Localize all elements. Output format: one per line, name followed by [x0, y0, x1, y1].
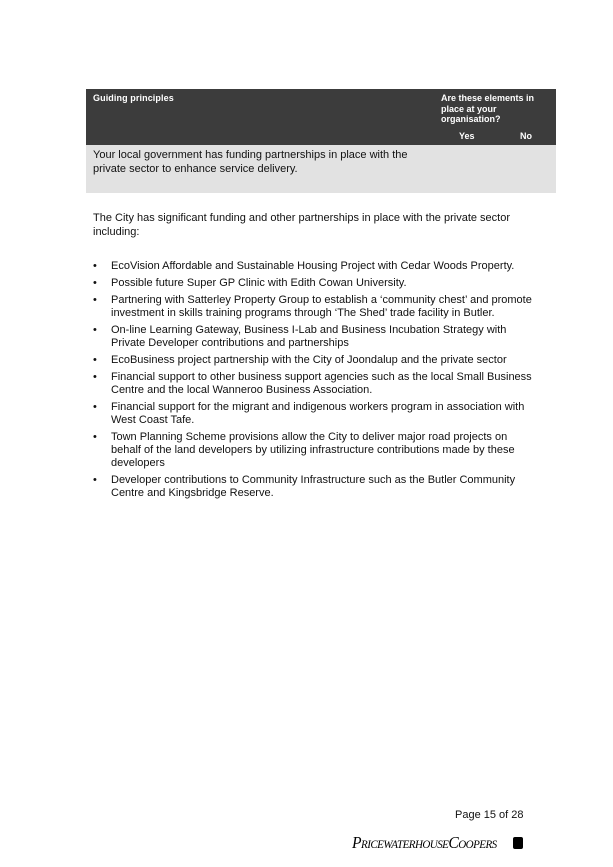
- page-number: Page 15 of 28: [455, 809, 524, 821]
- bullet-icon: •: [93, 371, 97, 383]
- header-elements-in-place: Are these elements in place at your organisation?: [441, 93, 535, 124]
- list-item-text: EcoBusiness project partnership with the City of Joondalup and the private sector: [111, 354, 507, 366]
- header-yes: Yes: [459, 131, 475, 141]
- table-header: [86, 89, 556, 145]
- list-item: [93, 474, 533, 500]
- list-item-text: EcoVision Affordable and Sustainable Housing Project with Cedar Woods Property.: [111, 260, 515, 272]
- logo-mark-icon: [513, 837, 523, 849]
- bullet-icon: •: [93, 294, 97, 306]
- list-item-text: Developer contributions to Community Infrastructure such as the Butler Community Centre and Kingsbridge Reserve.: [111, 474, 516, 499]
- bullet-icon: •: [93, 324, 97, 336]
- list-item: [93, 294, 533, 320]
- list-item: [93, 371, 533, 397]
- company-logo: [352, 831, 523, 855]
- intro-paragraph: The City has significant funding and other partnerships in place with the private sector including:: [93, 212, 511, 238]
- list-item-text: Financial support to other business support agencies such as the local Small Business Centre and the local Wanneroo Business Association.: [111, 371, 532, 396]
- table-row: [86, 145, 556, 193]
- list-item: [93, 324, 533, 350]
- logo-wordmark: PricewaterhouseCoopers: [352, 833, 497, 852]
- bullet-icon: •: [93, 401, 97, 413]
- list-item: [93, 260, 533, 273]
- list-item: [93, 401, 533, 427]
- bullet-icon: •: [93, 474, 97, 486]
- bullet-icon: •: [93, 431, 97, 443]
- bullet-icon: •: [93, 277, 97, 289]
- list-item: [93, 431, 533, 470]
- list-item: [93, 354, 533, 367]
- header-no: No: [520, 131, 532, 141]
- bullet-icon: •: [93, 354, 97, 366]
- list-item: [93, 277, 533, 290]
- list-item-text: Partnering with Satterley Property Group to establish a ‘community chest’ and promote investment in skills training programs through ‘The Shed’ trade facility in Butler.: [111, 294, 532, 319]
- partnership-list: [93, 260, 533, 504]
- list-item-text: Financial support for the migrant and indigenous workers program in association with West Coast Tafe.: [111, 401, 525, 426]
- header-guiding-principles: Guiding principles: [93, 93, 174, 103]
- bullet-icon: •: [93, 260, 97, 272]
- principle-text: Your local government has funding partnerships in place with the private sector to enhance service delivery.: [93, 149, 408, 175]
- list-item-text: On-line Learning Gateway, Business I-Lab and Business Incubation Strategy with Private Developer contributions and partnerships: [111, 324, 507, 349]
- list-item-text: Town Planning Scheme provisions allow the City to deliver major road projects on behalf of the land developers by utilizing infrastructure contributions made by these developers: [111, 431, 515, 469]
- list-item-text: Possible future Super GP Clinic with Edith Cowan University.: [111, 277, 407, 289]
